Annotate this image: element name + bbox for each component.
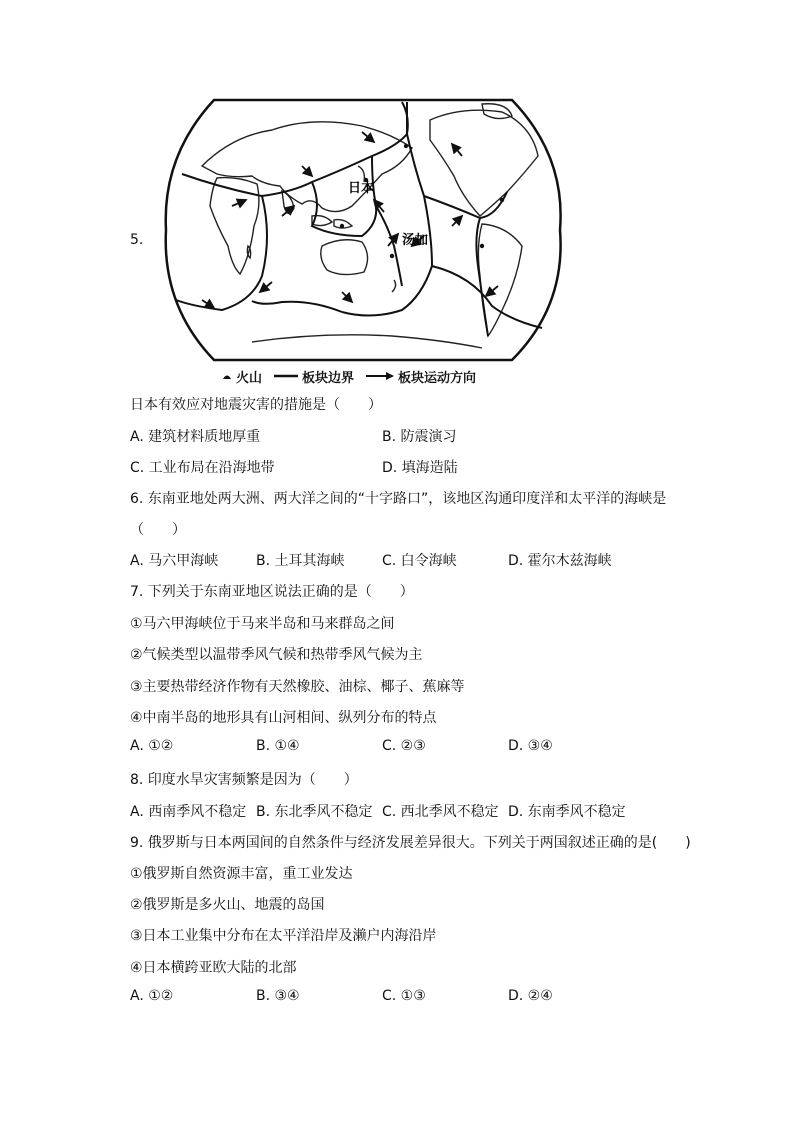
legend-boundary [274, 367, 354, 386]
q9-option-a[interactable]: A. ①② [130, 988, 174, 1004]
arrow-right-icon [366, 372, 394, 380]
q6-option-a[interactable]: A. 马六甲海峡 [130, 553, 219, 569]
q9-stem: 9. 俄罗斯与日本两国间的自然条件与经济发展差异很大。下列关于两国叙述正确的是( ) [130, 835, 691, 851]
q5-option-b[interactable]: B. 防震演习 [382, 429, 457, 445]
q8-option-c[interactable]: C. 西北季风不稳定 [382, 804, 499, 820]
q5-option-c[interactable]: C. 工业布局在沿海地带 [130, 460, 275, 476]
map-legend [222, 364, 488, 388]
q6-option-b[interactable]: B. 土耳其海峡 [256, 553, 345, 569]
q7-option-d[interactable]: D. ③④ [508, 738, 553, 754]
q7-option-b[interactable]: B. ①④ [256, 738, 300, 754]
q7-statement-4: ④中南半岛的地形具有山河相间、纵列分布的特点 [130, 710, 437, 726]
q9-option-b[interactable]: B. ③④ [256, 988, 300, 1004]
plate-boundary-map [162, 96, 566, 364]
q8-option-d[interactable]: D. 东南季风不稳定 [508, 804, 626, 820]
q7-option-c[interactable]: C. ②③ [382, 738, 426, 754]
q6-stem: 6. 东南亚地处两大洲、两大洋之间的“十字路口”，该地区沟通印度洋和太平洋的海峡是 [130, 491, 667, 507]
q7-statement-3: ③主要热带经济作物有天然橡胶、油棕、椰子、蕉麻等 [130, 679, 465, 695]
legend-direction-label: 板块运动方向 [398, 370, 477, 386]
boundary-line-icon [274, 373, 298, 379]
q9-option-d[interactable]: D. ②④ [508, 988, 553, 1004]
q9-statement-1: ①俄罗斯自然资源丰富，重工业发达 [130, 866, 353, 882]
q6-stem-cont: （ ） [130, 522, 186, 538]
q7-option-a[interactable]: A. ①② [130, 738, 174, 754]
volcano-icon [222, 372, 232, 380]
q6-option-d[interactable]: D. 霍尔木兹海峡 [508, 553, 612, 569]
world-map-image [162, 96, 566, 364]
q6-option-c[interactable]: C. 白令海峡 [382, 553, 457, 569]
label-tonga: 汤加 [402, 232, 429, 247]
q5-option-d[interactable]: D. 填海造陆 [382, 460, 458, 476]
q7-statement-2: ②气候类型以温带季风气候和热带季风气候为主 [130, 647, 423, 663]
q9-statement-2: ②俄罗斯是多火山、地震的岛国 [130, 897, 325, 913]
label-japan: 日本 [348, 180, 375, 195]
q5-option-a[interactable]: A. 建筑材料质地厚重 [130, 429, 261, 445]
legend-boundary-label: 板块边界 [302, 370, 355, 386]
question-number: 5. [130, 232, 144, 248]
q9-option-c[interactable]: C. ①③ [382, 988, 426, 1004]
q8-option-a[interactable]: A. 西南季风不稳定 [130, 804, 247, 820]
q8-option-b[interactable]: B. 东北季风不稳定 [256, 804, 373, 820]
legend-volcano-label: 火山 [236, 370, 263, 386]
q9-statement-3: ③日本工业集中分布在太平洋沿岸及濑户内海沿岸 [130, 928, 437, 944]
legend-volcano [222, 367, 262, 386]
q8-stem: 8. 印度水旱灾害频繁是因为（ ） [130, 772, 358, 788]
q7-stem: 7. 下列关于东南亚地区说法正确的是（ ） [130, 584, 414, 600]
q5-stem: 日本有效应对地震灾害的措施是（ ） [130, 397, 382, 413]
q9-statement-4: ④日本横跨亚欧大陆的北部 [130, 960, 297, 976]
map-frame [166, 100, 561, 360]
legend-direction [366, 367, 476, 386]
q7-statement-1: ①马六甲海峡位于马来半岛和马来群岛之间 [130, 616, 395, 632]
